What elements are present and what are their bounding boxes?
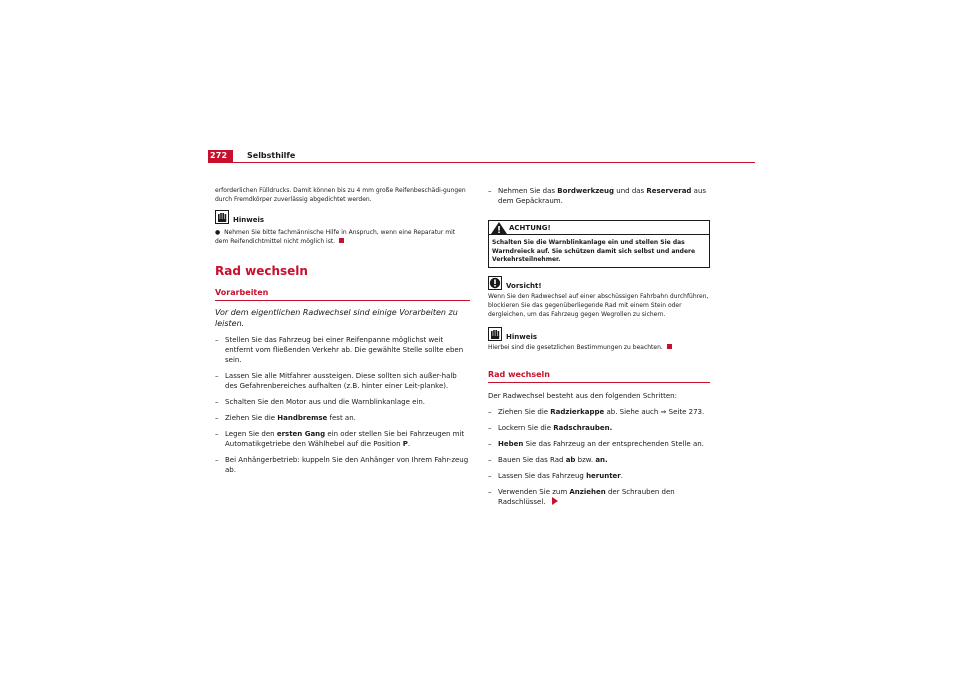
list-item: – Legen Sie den ersten Gang ein oder stellen Sie bei Fahrzeugen mit Automatikgetriebe den Wählhebel auf die Position P. — [215, 430, 465, 448]
procedure-steps-list — [488, 407, 710, 507]
list-item: – Stellen Sie das Fahrzeug bei einer Reifenpanne möglichst weit entfernt vom fließenden Verkehr ab. Die gewählte Stelle sollte eben sein. — [215, 336, 464, 364]
prep-steps-list — [215, 335, 470, 475]
list-item: – Lassen Sie alle Mitfahrer aussteigen. Diese sollten sich außer-halb des Gefahrenbereiches aufhalten (z.B. hinter einer Leit-planke). — [215, 372, 457, 390]
list-item: – Bauen Sie das Rad ab bzw. an. — [488, 455, 608, 464]
subsection-title-vorarbeiten: Vorarbeiten — [215, 288, 470, 301]
bullet-icon: ● — [215, 229, 225, 236]
caution-circle-icon — [488, 276, 502, 290]
list-item: – Heben Sie das Fahrzeug an der entsprechenden Stelle an. — [488, 439, 704, 448]
warning-box — [488, 220, 710, 268]
note-heading — [215, 210, 470, 224]
note-text: Hierbei sind die gesetzlichen Bestimmungen zu beachten. — [488, 343, 710, 352]
warning-text: Schalten Sie die Warnblinkanlage ein und stellen Sie das Warndreieck auf. Sie schützen damit sich selbst und andere Verkehrsteilnehmer. — [492, 239, 696, 263]
note-title: Hinweis — [233, 216, 265, 224]
end-square-icon — [667, 344, 672, 349]
chapter-title: Selbsthilfe — [247, 151, 296, 160]
left-column — [215, 186, 470, 475]
end-square-icon — [339, 238, 344, 243]
list-item: – Ziehen Sie die Handbremse fest an. — [215, 414, 356, 422]
intro-text: erforderlichen Fülldrucks. Damit können bis zu 4 mm große Reifenbeschädi-gungen durch Fremdkörper zuverlässig abgedichtet werden. — [215, 187, 466, 203]
header-rule — [208, 162, 755, 163]
note-hand-icon — [215, 210, 229, 224]
section-title: Rad wechseln — [215, 264, 308, 278]
list-item: – Lassen Sie das Fahrzeug herunter. — [488, 471, 623, 480]
caution-title: Vorsicht! — [506, 281, 542, 290]
list-item: – Lockern Sie die Radschrauben. — [488, 423, 613, 432]
procedure-intro: Der Radwechsel besteht aus den folgenden Schritten: — [488, 391, 677, 400]
right-column — [488, 186, 710, 507]
list-item: – Bei Anhängerbetrieb: kuppeln Sie den Anhänger von Ihrem Fahr-zeug ab. — [215, 456, 469, 474]
page-number: 272 — [208, 150, 233, 162]
note-text: ● Nehmen Sie bitte fachmännische Hilfe in Anspruch, wenn eine Reparatur mit dem Reifendichtmittel nicht möglich ist. — [215, 229, 456, 245]
list-item: – Verwenden Sie zum Anziehen der Schrauben den Radschlüssel. — [488, 487, 675, 506]
lead-text: Vor dem eigentlichen Radwechsel sind einige Vorarbeiten zu leisten. — [215, 308, 458, 328]
warning-triangle-icon — [489, 221, 509, 235]
warning-heading — [489, 221, 709, 235]
list-item: – Nehmen Sie das Bordwerkzeug und das Reserverad aus dem Gepäckraum. — [488, 187, 707, 205]
note-heading-2 — [488, 327, 710, 341]
continue-arrow-icon — [552, 497, 558, 505]
note-hand-icon — [488, 327, 502, 341]
note-title: Hinweis — [506, 332, 538, 341]
prep-steps-continued — [488, 186, 710, 206]
caution-text: Wenn Sie den Radwechsel auf einer abschüssigen Fahrbahn durchführen, blockieren Sie das gegenüberliegende Rad mit einem Stein oder dergleichen, um das Fahrzeug gegen Wegrollen zu sichern. — [488, 292, 709, 318]
warning-title: ACHTUNG! — [509, 223, 551, 232]
list-item: – Ziehen Sie die Radzierkappe ab. Siehe auch ⇒ Seite 273. — [488, 407, 705, 416]
subsection-title-rad-wechseln: Rad wechseln — [488, 370, 710, 383]
list-item: – Schalten Sie den Motor aus und die Warnblinkanlage ein. — [215, 398, 426, 406]
caution-heading — [488, 276, 710, 290]
